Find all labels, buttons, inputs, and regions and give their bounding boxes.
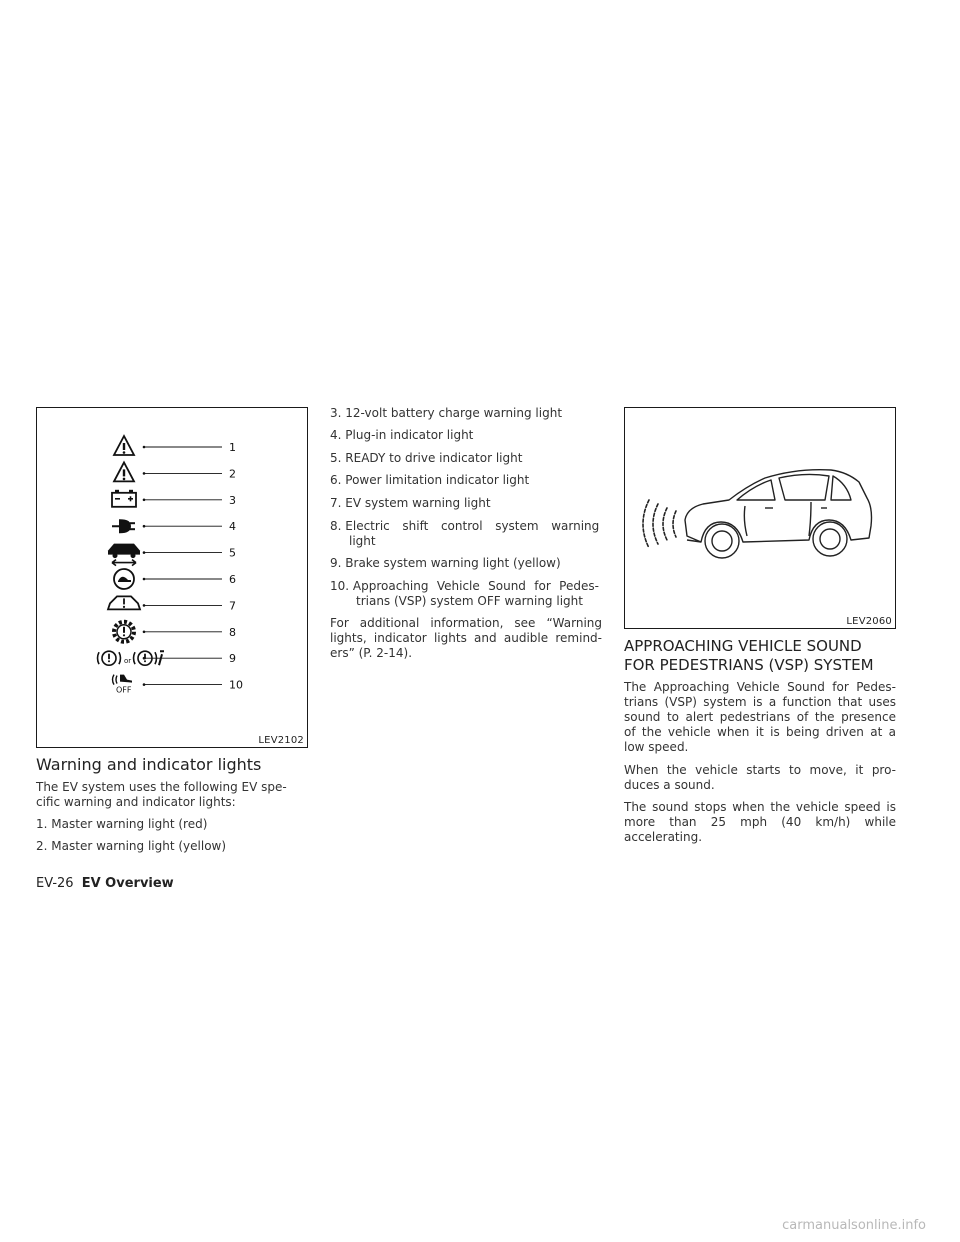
ev-system-warning-car-icon [108, 596, 140, 609]
figure-code: LEV2060 [846, 616, 892, 627]
list-item-text: Master warning light (yellow) [51, 839, 227, 853]
indicator-row [98, 651, 237, 665]
car-icon [685, 470, 872, 558]
list-item-number: 1. [36, 817, 48, 831]
list-item-number: 5. [330, 451, 342, 465]
list-item-text: READY to drive indicator light [345, 451, 523, 465]
page-number: EV-26 [36, 876, 74, 891]
paragraph-line: duces a sound. [624, 778, 715, 792]
battery-icon [112, 490, 136, 507]
figure-code: LEV2102 [258, 735, 304, 746]
paragraph-line: accelerating. [624, 830, 703, 844]
list-item [330, 579, 602, 594]
paragraph-line: The Approaching Vehicle Sound for Pedes- [624, 680, 896, 694]
paragraph-line: more than 25 mph (40 km/h) while [624, 815, 896, 829]
paragraph-line: When the vehicle starts to move, it pro- [624, 763, 896, 777]
list-item-number: 6. [330, 473, 342, 487]
shift-control-gear-icon [114, 622, 134, 642]
list-item-number: 2. [36, 839, 48, 853]
off-label: OFF [116, 685, 132, 695]
indicator-number: 10 [229, 678, 243, 692]
list-item [36, 839, 226, 854]
indicator-row [114, 569, 236, 589]
vsp-paragraph-1 [624, 680, 896, 755]
list-item [330, 496, 491, 511]
indicator-number: 7 [229, 599, 236, 613]
list-item [330, 473, 529, 488]
reference-line-3: ers” (P. 2-14). [330, 646, 413, 660]
list-item [330, 451, 522, 466]
indicator-row [113, 675, 244, 695]
list-item-text: Approaching Vehicle Sound for Pedes- [352, 579, 599, 593]
section-heading-vsp-line-2: FOR PEDESTRIANS (VSP) SYSTEM [624, 656, 874, 674]
or-label: or [124, 657, 132, 666]
vsp-paragraph-2 [624, 763, 896, 793]
reference-line-2: lights, indicator lights and audible remind- [330, 631, 602, 645]
indicator-lights-figure [36, 407, 308, 748]
indicator-row [112, 520, 236, 533]
indicator-number: 8 [229, 625, 236, 639]
indicator-row [108, 596, 236, 612]
indicator-number: 9 [229, 652, 236, 666]
list-item-text: Power limitation indicator light [345, 473, 530, 487]
plug-in-icon [112, 520, 135, 532]
list-item-continuation: trians (VSP) system OFF warning light [356, 594, 583, 608]
indicator-number: 6 [229, 573, 236, 586]
list-item-text: Master warning light (red) [51, 817, 208, 831]
indicator-number: 4 [229, 520, 236, 534]
section-heading-warning-lights: Warning and indicator lights [36, 755, 262, 774]
indicator-number: 1 [229, 441, 236, 454]
indicator-number: 3 [229, 493, 236, 507]
list-item [330, 406, 562, 421]
car-sound-illustration [625, 408, 895, 628]
list-item [330, 556, 561, 571]
list-item-text: 12-volt battery charge warning light [345, 406, 563, 420]
list-item-text: Plug-in indicator light [345, 428, 474, 442]
indicator-row [112, 490, 236, 507]
sound-wave-icon [643, 500, 676, 548]
paragraph-line: of the vehicle when it is being driven at a [624, 725, 896, 739]
list-item [330, 519, 602, 534]
list-item [36, 817, 207, 832]
indicator-lights-diagram [37, 408, 307, 747]
list-item [330, 428, 473, 443]
master-warning-triangle-icon [114, 462, 134, 481]
paragraph-line: sound to alert pedestrians of the presence [624, 710, 896, 724]
list-item-text: Electric shift control system warning [345, 519, 600, 533]
reference-line-1: For additional information, see “Warning [330, 616, 602, 630]
indicator-row [108, 544, 236, 566]
list-item-continuation: light [349, 534, 376, 548]
ready-to-drive-car-icon [108, 544, 140, 566]
paragraph-line: trians (VSP) system is a function that uses [624, 695, 896, 709]
list-item-text: Brake system warning light (yellow) [345, 556, 561, 570]
power-limitation-turtle-icon [114, 569, 134, 589]
paragraph-line: low speed. [624, 740, 689, 754]
list-item-number: 3. [330, 406, 342, 420]
footer-section-title: EV Overview [81, 876, 174, 891]
list-item-number: 8. [330, 519, 342, 533]
indicator-number: 5 [229, 546, 236, 560]
page-footer [36, 876, 174, 891]
list-item-number: 9. [330, 556, 342, 570]
paragraph-line: The sound stops when the vehicle speed is [624, 800, 896, 814]
vsp-paragraph-3 [624, 800, 896, 845]
list-item-number: 7. [330, 496, 342, 510]
intro-line-1: The EV system uses the following EV spe- [36, 780, 287, 794]
indicator-number: 2 [229, 467, 236, 481]
list-item-number: 10. [330, 579, 350, 593]
indicator-row [114, 436, 236, 455]
intro-line-2: cific warning and indicator lights: [36, 795, 236, 809]
watermark: carmanualsonline.info [782, 1218, 926, 1233]
section-heading-vsp-line-1: APPROACHING VEHICLE SOUND [624, 637, 862, 655]
indicator-row [114, 622, 236, 642]
list-item-text: EV system warning light [345, 496, 491, 510]
indicator-row [114, 462, 236, 481]
vsp-car-figure [624, 407, 896, 629]
list-item-number: 4. [330, 428, 342, 442]
master-warning-triangle-icon [114, 436, 134, 455]
vsp-off-icon [113, 675, 133, 695]
